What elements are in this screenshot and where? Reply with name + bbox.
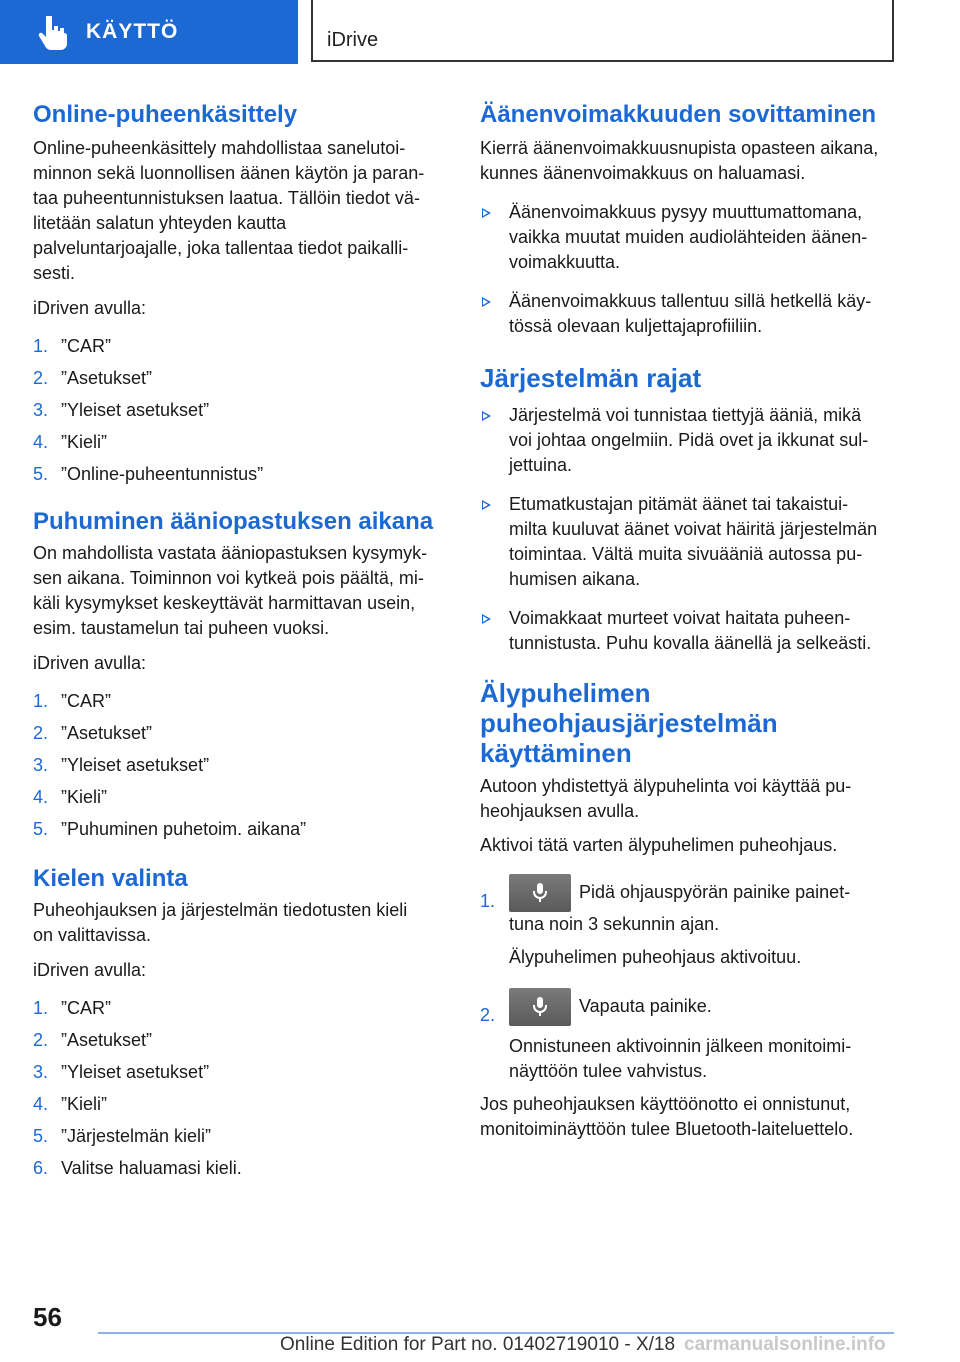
bullet-item: Äänenvoimakkuus tallentuu sillä hetkellä käy- tössä olevaan kuljettajaprofiiliin.: [480, 289, 900, 339]
edition-text: Online Edition for Part no. 01402719010 - X/18: [280, 1334, 676, 1355]
text-line: Jos puheohjauksen käyttöönotto ei onnistunut,: [480, 1094, 851, 1114]
speaking-steps: [33, 689, 453, 842]
list-item: 1. ”CAR”: [33, 691, 111, 711]
text-line: Kierrä äänenvoimakkuusnupista opasteen aikana,: [480, 138, 879, 158]
text-line: Autoon yhdistettyä älypuhelinta voi käyttää pu-: [480, 776, 852, 796]
chapter-label: KÄYTTÖ: [86, 20, 179, 43]
text-line: On mahdollista vastata ääniopastuksen kysymyk-: [33, 543, 428, 563]
idrive-intro: iDriven avulla:: [33, 298, 147, 318]
text-line: käli kysymykset keskeyttävät harmittavan usein,: [33, 593, 416, 613]
text-line: heohjauksen avulla.: [480, 801, 640, 821]
activate-text: Aktivoi tätä varten älypuhelimen puheohjaus.: [480, 835, 838, 855]
text-line: kunnes äänenvoimakkuus on haluamasi.: [480, 163, 806, 183]
text-line: palveluntarjoajalle, joka tallentaa tiedot paikalli-: [33, 238, 409, 258]
text-line: monitoiminäyttöön tulee Bluetooth-laiteluettelo.: [480, 1119, 854, 1139]
text-line: taa puheentunnistuksen laatua. Tällöin tiedot vä-: [33, 188, 420, 208]
list-item: 1. ”CAR”: [33, 998, 111, 1018]
bullet-item: Etumatkustajan pitämät äänet tai takaistui- milta kuuluvat äänet voivat häiritä järjestelmän toimintaa. Vältä muita sivuääniä autossa pu- humisen aikana.: [480, 492, 900, 592]
step-number: 2.: [480, 1005, 496, 1025]
list-item: 6. Valitse haluamasi kieli.: [33, 1158, 242, 1178]
list-item: 5. ”Järjestelmän kieli”: [33, 1126, 212, 1146]
online-paragraph: [33, 136, 453, 286]
left-column: [33, 100, 453, 1181]
step-number: 1.: [480, 891, 496, 911]
heading-speaking-during-guidance: Puhuminen ääniopastuksen aikana: [33, 508, 434, 535]
step-text: tuna noin 3 sekunnin ajan.: [509, 914, 720, 934]
list-item: 4. ”Kieli”: [33, 787, 108, 807]
volume-bullets: [480, 200, 900, 339]
language-steps: [33, 996, 453, 1181]
watermark: carmanualsonline.info: [684, 1334, 886, 1355]
list-item: 5. ”Online-puheentunnistus”: [33, 464, 264, 484]
step-text: Vapauta painike.: [579, 995, 712, 1016]
step-text: Pidä ohjauspyörän painike painet-: [579, 881, 851, 902]
step-result: näyttöön tulee vahvistus.: [509, 1061, 708, 1081]
microphone-icon: [531, 882, 549, 904]
step-result: Älypuhelimen puheohjaus aktivoituu.: [509, 947, 802, 967]
heading-volume-adjustment: Äänenvoimakkuuden sovittaminen: [480, 101, 877, 128]
text-line: on valittavissa.: [33, 925, 152, 945]
list-item: 3. ”Yleiset asetukset”: [33, 755, 210, 775]
voice-button-image: [509, 874, 571, 912]
hand-pointer-icon: [36, 14, 70, 50]
text-line: minnon sekä luonnollisen äänen käytön ja paran-: [33, 163, 425, 183]
list-item: 4. ”Kieli”: [33, 1094, 108, 1114]
text-line: Online-puheenkäsittely mahdollistaa sanelutoi-: [33, 138, 406, 158]
section-title: iDrive: [327, 29, 379, 51]
speaking-paragraph: [33, 541, 453, 641]
step-1: [480, 874, 900, 970]
limits-bullets: [480, 403, 900, 656]
bullet-triangle-icon: [482, 411, 491, 421]
heading-system-limits: Järjestelmän rajat: [480, 363, 702, 393]
list-item: 1. ”CAR”: [33, 336, 111, 356]
list-item: 4. ”Kieli”: [33, 432, 108, 452]
bullet-triangle-icon: [482, 614, 491, 624]
list-item: 3. ”Yleiset asetukset”: [33, 400, 210, 420]
language-paragraph: [33, 898, 453, 948]
list-item: 3. ”Yleiset asetukset”: [33, 1062, 210, 1082]
page-number: 56: [33, 1302, 62, 1332]
right-column: [480, 100, 900, 1142]
heading-online-processing: Online-puheenkäsittely: [33, 101, 298, 128]
text-line: sesti.: [33, 263, 76, 283]
bullet-item: Voimakkaat murteet voivat haitata puheen- tunnistusta. Puhu kovalla äänellä ja selkeästi.: [480, 606, 900, 656]
section-header: [311, 0, 894, 62]
smartphone-paragraph: [480, 774, 900, 824]
chapter-tab[interactable]: [0, 0, 298, 64]
step-result: Onnistuneen aktivoinnin jälkeen monitoimi-: [509, 1036, 852, 1056]
volume-paragraph: [480, 136, 900, 186]
online-steps: [33, 334, 453, 487]
text-line: esim. taustamelun tai puheen vuoksi.: [33, 618, 330, 638]
text-line: litetään salatun yhteyden kautta: [33, 213, 287, 233]
closing-paragraph: [480, 1092, 900, 1142]
bullet-item: Järjestelmä voi tunnistaa tiettyjä ääniä, mikä voi johtaa ongelmiin. Pidä ovet ja ikkunat sul- jettuina.: [480, 403, 900, 478]
microphone-icon: [531, 996, 549, 1018]
text-line: sen aikana. Toiminnon voi kytkeä pois päältä, mi-: [33, 568, 424, 588]
step-2: [480, 988, 900, 1084]
list-item: 2. ”Asetukset”: [33, 368, 153, 388]
heading-smartphone-voice-control: Älypuhelimen puheohjausjärjestelmän käyttäminen: [480, 678, 778, 768]
bullet-triangle-icon: [482, 208, 491, 218]
bullet-item: Äänenvoimakkuus pysyy muuttumattomana, vaikka muutat muiden audiolähteiden äänen- voimakkuutta.: [480, 200, 900, 275]
list-item: 2. ”Asetukset”: [33, 723, 153, 743]
list-item: 2. ”Asetukset”: [33, 1030, 153, 1050]
bullet-triangle-icon: [482, 297, 491, 307]
idrive-intro: iDriven avulla:: [33, 960, 147, 980]
heading-language-selection: Kielen valinta: [33, 865, 188, 892]
text-line: Puheohjauksen ja järjestelmän tiedotusten kieli: [33, 900, 408, 920]
bullet-triangle-icon: [482, 500, 491, 510]
idrive-intro: iDriven avulla:: [33, 653, 147, 673]
list-item: 5. ”Puhuminen puhetoim. aikana”: [33, 819, 307, 839]
voice-button-image: [509, 988, 571, 1026]
